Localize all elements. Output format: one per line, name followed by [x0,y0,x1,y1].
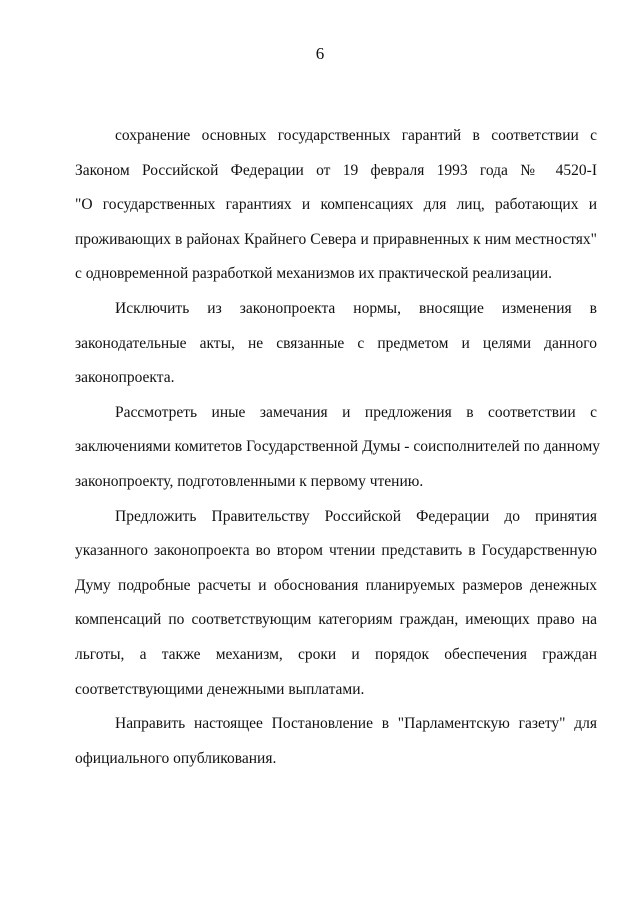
text-line: Исключить из законопроекта нормы, вносящие изменения в [115,299,597,317]
text-line: официального опубликования. [75,749,277,767]
text-line: Законом Российской Федерации от 19 февраля 1993 года № 4520-I [75,161,597,179]
text-line: сохранение основных государственных гарантий в соответствии с [115,127,597,144]
paragraph-exclude [75,292,597,396]
text-line: "О государственных гарантиях и компенсациях для лиц, работающих и [75,196,597,214]
text-line: льготы, а также механизм, сроки и порядок обеспечения граждан [75,645,597,663]
page-number: 6 [315,44,325,63]
paragraph-consider [75,396,601,500]
text-line: законодательные акты, не связанные с предметом и целями данного [75,334,597,352]
text-line: Предложить Правительству Российской Федерации до принятия [115,507,597,525]
text-line: указанного законопроекта во втором чтении представить в Государственную [75,542,597,560]
text-line: заключениями комитетов Государственной Думы - соисполнителей по данному [75,438,601,456]
text-line: соответствующими денежными выплатами. [75,680,365,698]
paragraph-guarantees [75,119,597,292]
text-line: законопроекту, подготовленными к первому чтению. [75,472,424,490]
text-line: компенсаций по соответствующим категориям граждан, имеющих право на [75,611,597,629]
text-line: законопроекта. [75,369,175,387]
paragraph-propose [75,500,597,708]
document-body [75,119,601,776]
text-line: проживающих в районах Крайнего Севера и приравненных к ним местностях" [75,230,597,248]
text-line: Думу подробные расчеты и обоснования планируемых размеров денежных [75,576,597,594]
text-line: Рассмотреть иные замечания и предложения в соответствии с [115,403,597,421]
text-line: с одновременной разработкой механизмов их практической реализации. [75,265,553,283]
paragraph-publish [75,707,597,776]
text-line: Направить настоящее Постановление в "Парламентскую газету" для [115,715,597,733]
